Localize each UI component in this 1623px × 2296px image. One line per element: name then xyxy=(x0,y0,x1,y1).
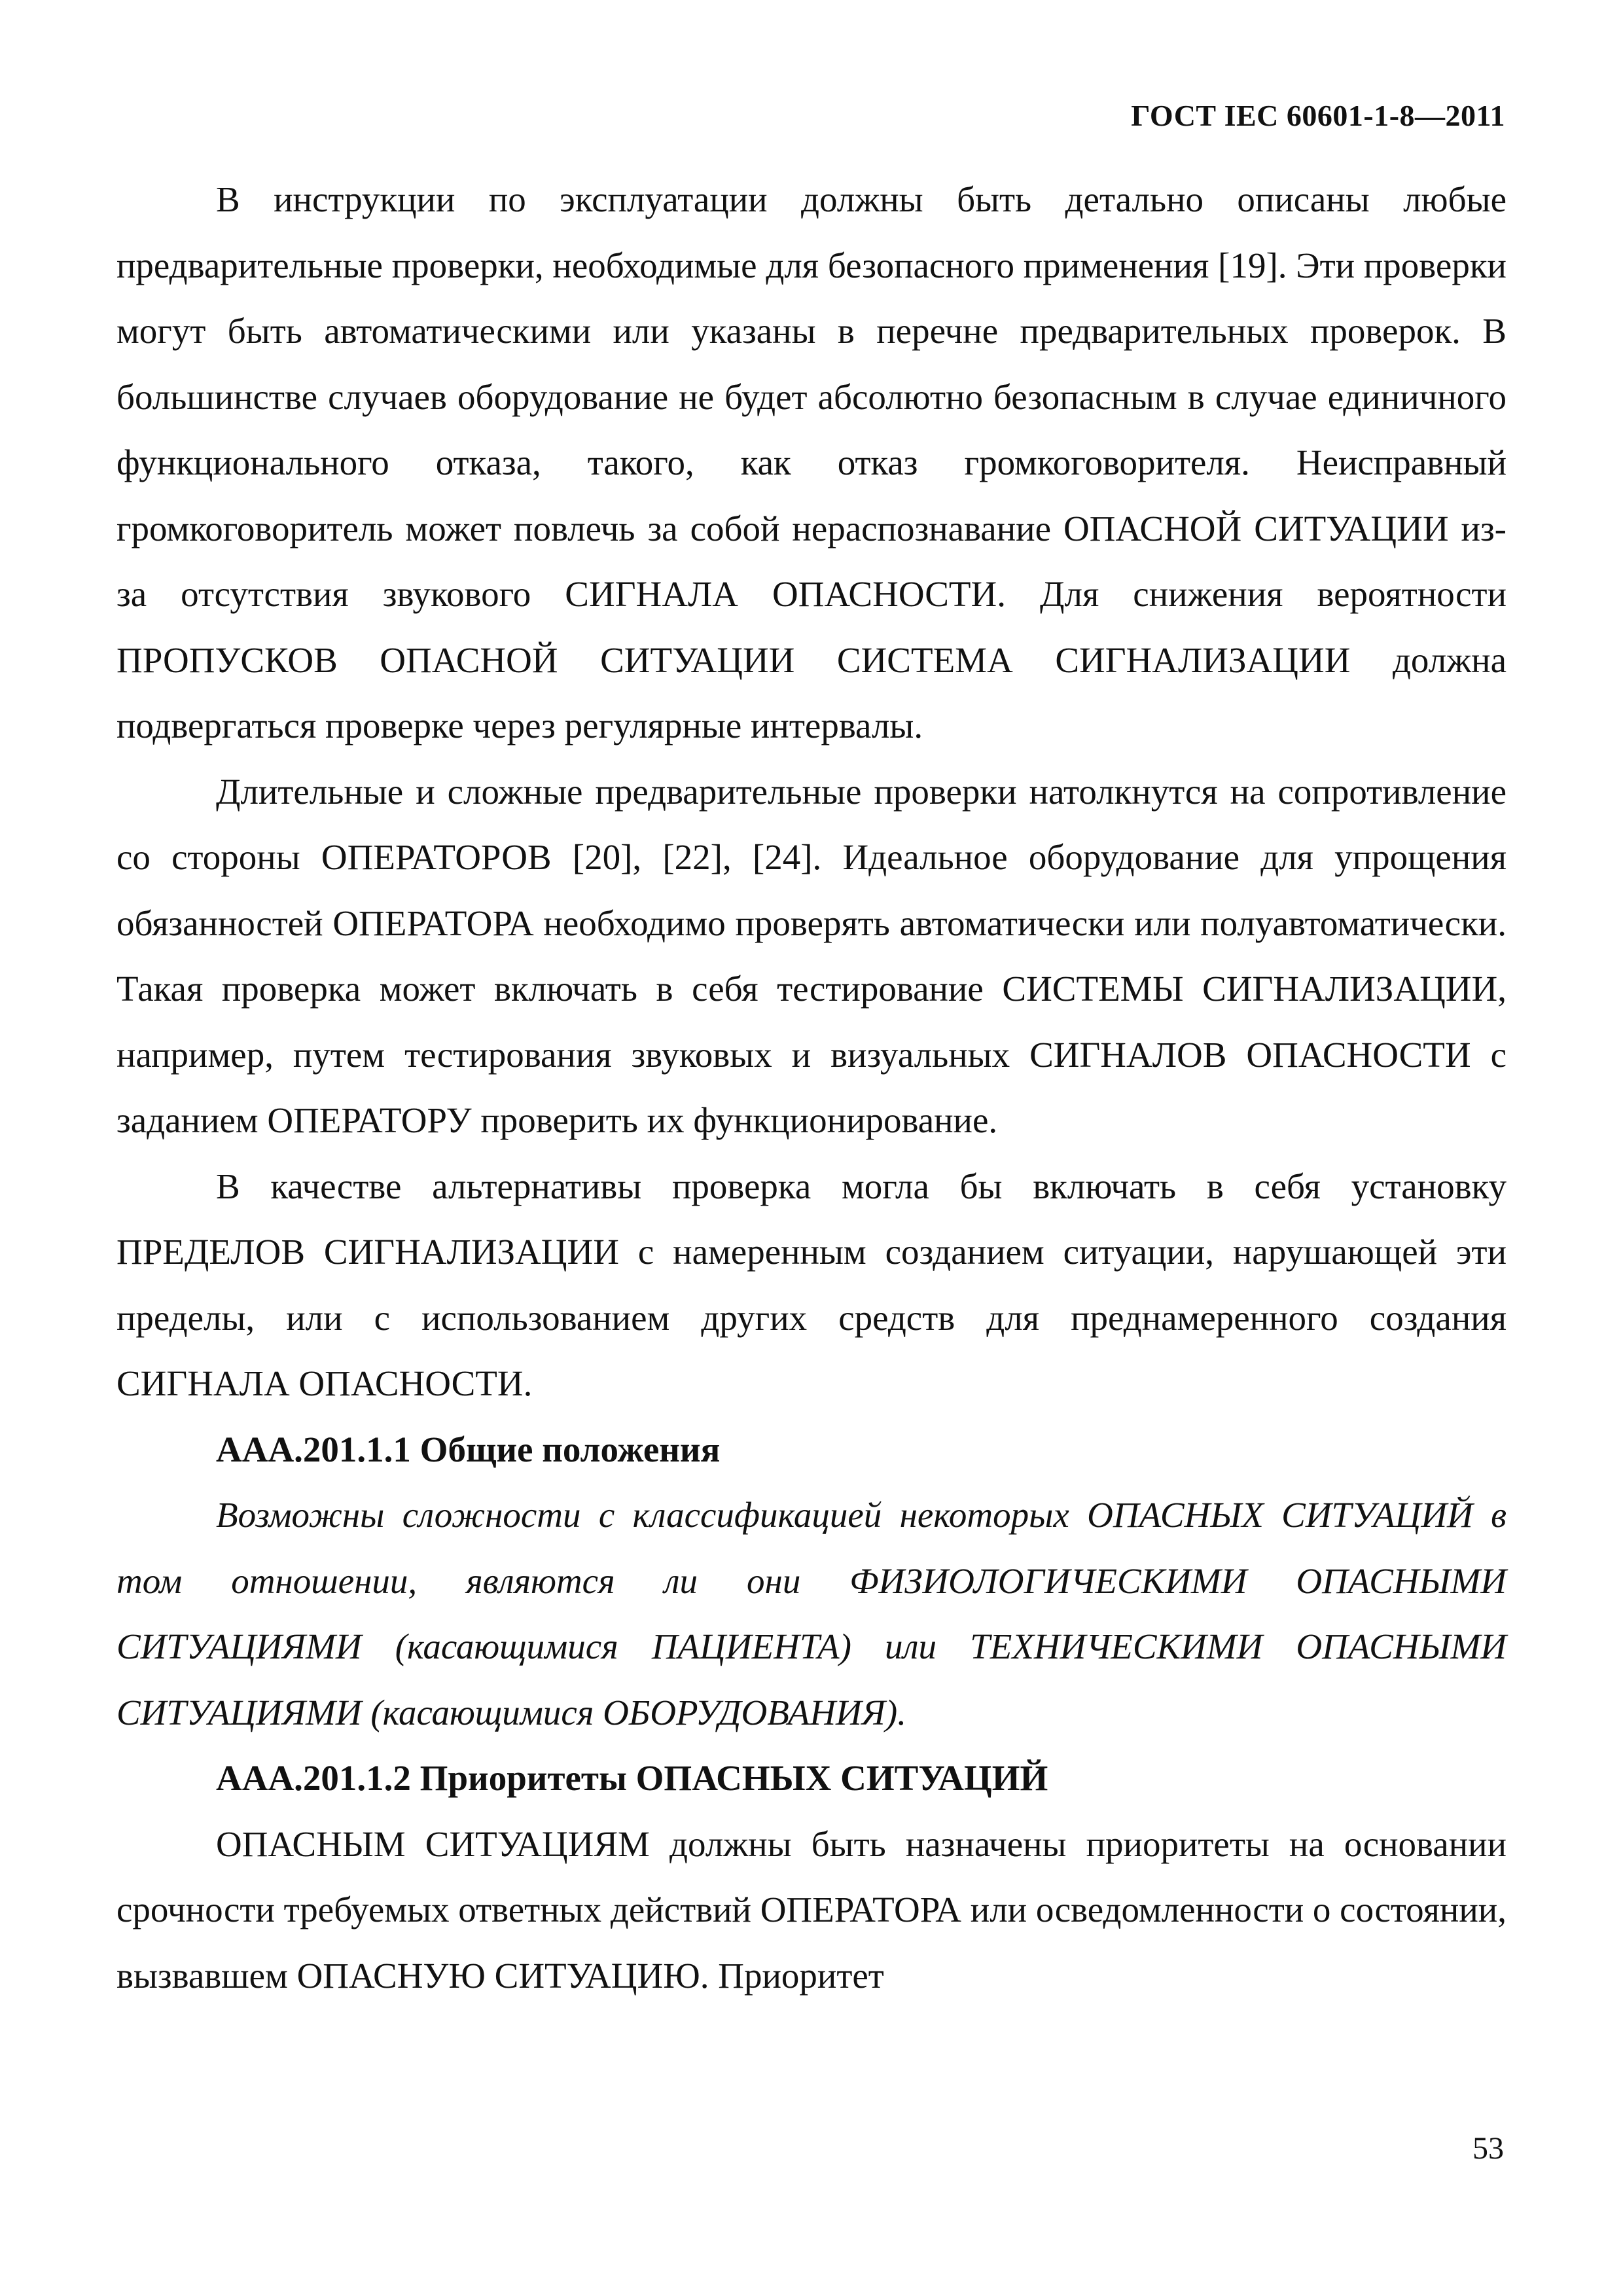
section-general-text: Возможны сложности с классификацией некоторых ОПАСНЫХ СИТУАЦИЙ в том отношении, являются ли они ФИЗИОЛОГИЧЕСКИМИ ОПАСНЫМИ СИТУАЦИЯМИ (касающимися ПАЦИЕНТА) или ТЕХНИЧЕСКИМИ ОПАСНЫМИ СИТУАЦИЯМИ (касающимися ОБОРУДОВАНИЯ). xyxy=(116,1495,1507,1732)
paragraph-3: В качестве альтернативы проверка могла бы включать в себя установку ПРЕДЕЛОВ СИГНАЛИЗАЦИИ с намеренным созданием ситуации, нарушающей эти пределы, или с использованием других средств для преднамеренного создания СИГНАЛА ОПАСНОСТИ. xyxy=(116,1166,1507,1403)
section-heading-general: ААА.201.1.1 Общие положения xyxy=(216,1429,721,1469)
paragraph-1: В инструкции по эксплуатации должны быть детально описаны любые предварительные проверки, необходимые для безопасного применения [19]. Эти проверки могут быть автоматическими или указаны в перечне предварительных проверок. В большинстве случаев оборудование не будет абсолютно безопасным в случае единичного функционального отказа, такого, как отказ громкоговорителя. Неисправный громкоговоритель может повлечь за собой нераспознавание ОПАСНОЙ СИТУАЦИИ из-за отсутствия звукового СИГНАЛА ОПАСНОСТИ. Для снижения вероятности ПРОПУСКОВ ОПАСНОЙ СИТУАЦИИ СИСТЕМА СИГНАЛИЗАЦИИ должна подвергаться проверке через регулярные интервалы. xyxy=(116,179,1507,745)
page-header-standard: ГОСТ IEC 60601-1-8—2011 xyxy=(1131,99,1505,132)
document-body xyxy=(116,167,1507,2009)
section-heading-priorities: ААА.201.1.2 Приоритеты ОПАСНЫХ СИТУАЦИЙ xyxy=(216,1758,1048,1798)
section-priorities-text: ОПАСНЫМ СИТУАЦИЯМ должны быть назначены приоритеты на основании срочности требуемых ответных действий ОПЕРАТОРА или осведомленности о состоянии, вызвавшем ОПАСНУЮ СИТУАЦИЮ. Приоритет xyxy=(116,1823,1507,1996)
page-number: 53 xyxy=(1472,2131,1504,2166)
paragraph-2: Длительные и сложные предварительные проверки натолкнутся на сопротивление со стороны ОПЕРАТОРОВ [20], [22], [24]. Идеальное оборудование для упрощения обязанностей ОПЕРАТОРА необходимо проверять автоматически или полуавтоматически. Такая проверка может включать в себя тестирование СИСТЕМЫ СИГНАЛИЗАЦИИ, например, путем тестирования звуковых и визуальных СИГНАЛОВ ОПАСНОСТИ с заданием ОПЕРАТОРУ проверить их функционирование. xyxy=(116,771,1507,1140)
